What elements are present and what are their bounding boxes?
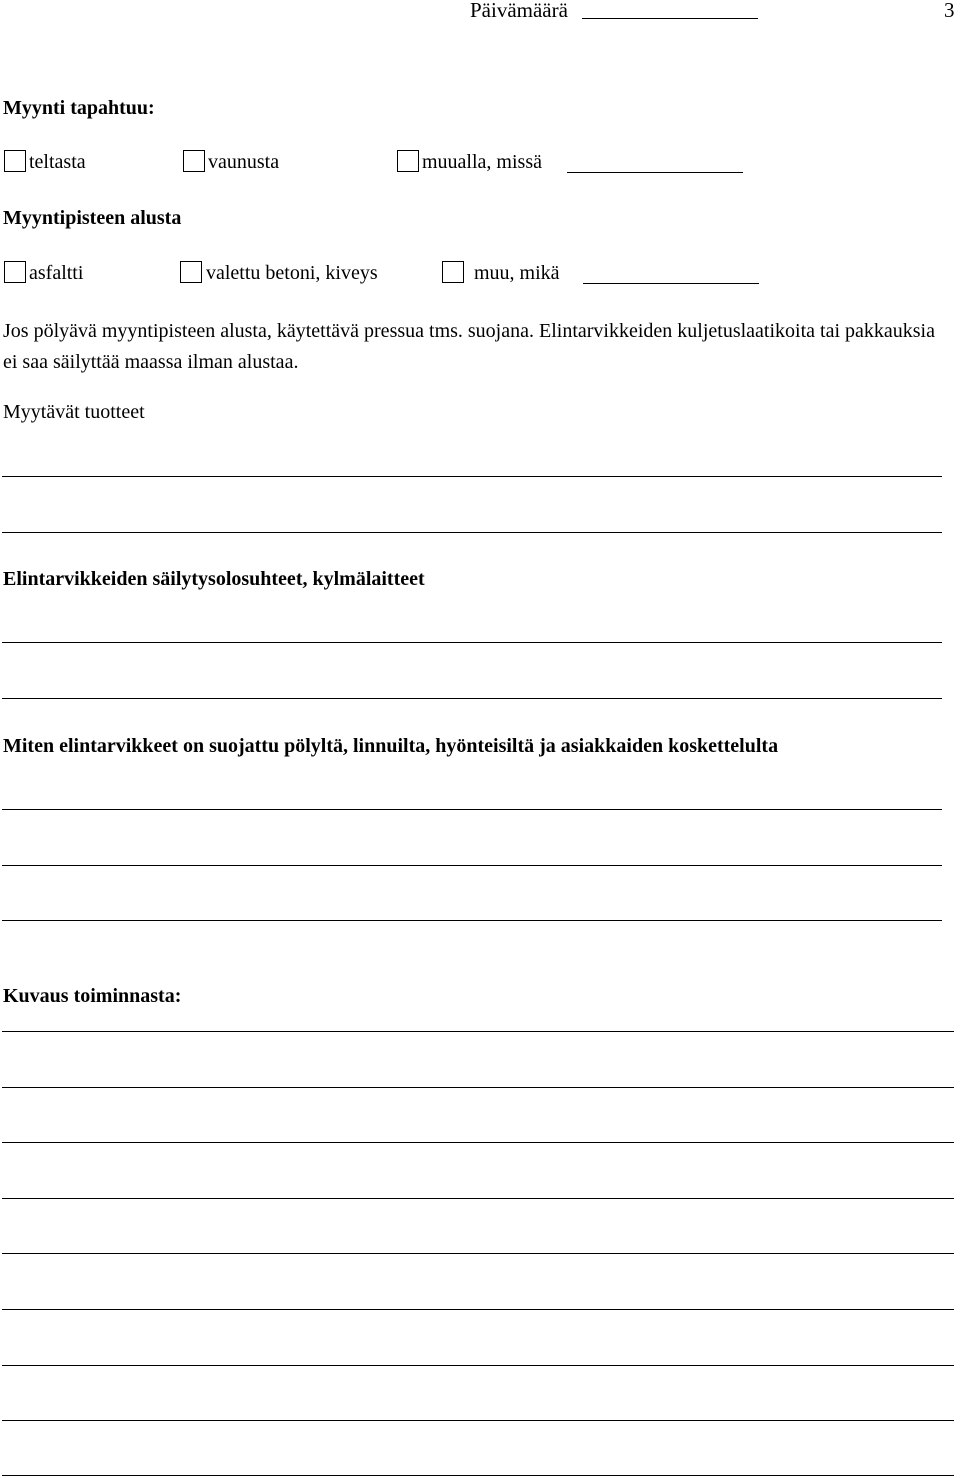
description-line-4[interactable] — [2, 1198, 954, 1199]
date-input-line[interactable] — [582, 18, 758, 19]
checkbox-asphalt[interactable] — [4, 261, 26, 283]
elsewhere-input-line[interactable] — [567, 172, 743, 173]
checkbox-tent-label: teltasta — [29, 151, 86, 173]
checkbox-elsewhere[interactable] — [397, 150, 419, 172]
checkbox-asphalt-label: asfaltti — [29, 262, 84, 284]
dust-protection-note: Jos pölyävä myyntipisteen alusta, käytettävä pressua tms. suojana. Elintarvikkeiden kuljetuslaatikoita tai pakkauksia ei saa säilyttää maassa ilman alustaa. — [3, 320, 935, 373]
storage-line-1[interactable] — [2, 642, 942, 643]
description-line-1[interactable] — [2, 1031, 954, 1032]
description-line-6[interactable] — [2, 1309, 954, 1310]
protection-line-1[interactable] — [2, 809, 942, 810]
checkbox-trailer-label: vaunusta — [208, 151, 280, 173]
page-number: 3 — [944, 0, 955, 22]
storage-line-2[interactable] — [2, 698, 942, 699]
checkbox-concrete[interactable] — [180, 261, 202, 283]
description-heading: Kuvaus toiminnasta: — [3, 985, 182, 1007]
sale-location-heading: Myynti tapahtuu: — [3, 97, 155, 119]
description-line-3[interactable] — [2, 1142, 954, 1143]
storage-heading: Elintarvikkeiden säilytysolosuhteet, kylmälaitteet — [3, 568, 425, 590]
description-line-5[interactable] — [2, 1253, 954, 1254]
products-line-2[interactable] — [2, 532, 942, 533]
checkbox-other-surface[interactable] — [442, 261, 464, 283]
description-line-8[interactable] — [2, 1420, 954, 1421]
checkbox-trailer[interactable] — [183, 150, 205, 172]
description-line-9[interactable] — [2, 1475, 954, 1476]
date-label: Päivämäärä — [470, 0, 568, 22]
protection-line-2[interactable] — [2, 865, 942, 866]
products-line-1[interactable] — [2, 476, 942, 477]
description-line-7[interactable] — [2, 1365, 954, 1366]
other-surface-input-line[interactable] — [583, 283, 759, 284]
description-line-2[interactable] — [2, 1087, 954, 1088]
checkbox-tent[interactable] — [4, 150, 26, 172]
protection-heading: Miten elintarvikkeet on suojattu pölyltä, linnuilta, hyönteisiltä ja asiakkaiden koskettelulta — [3, 735, 779, 757]
checkbox-elsewhere-label: muualla, missä — [422, 151, 542, 173]
checkbox-concrete-label: valettu betoni, kiveys — [206, 262, 378, 284]
checkbox-other-surface-label: muu, mikä — [474, 262, 560, 284]
sale-surface-heading: Myyntipisteen alusta — [3, 207, 182, 229]
products-heading: Myytävät tuotteet — [3, 401, 145, 423]
protection-line-3[interactable] — [2, 920, 942, 921]
